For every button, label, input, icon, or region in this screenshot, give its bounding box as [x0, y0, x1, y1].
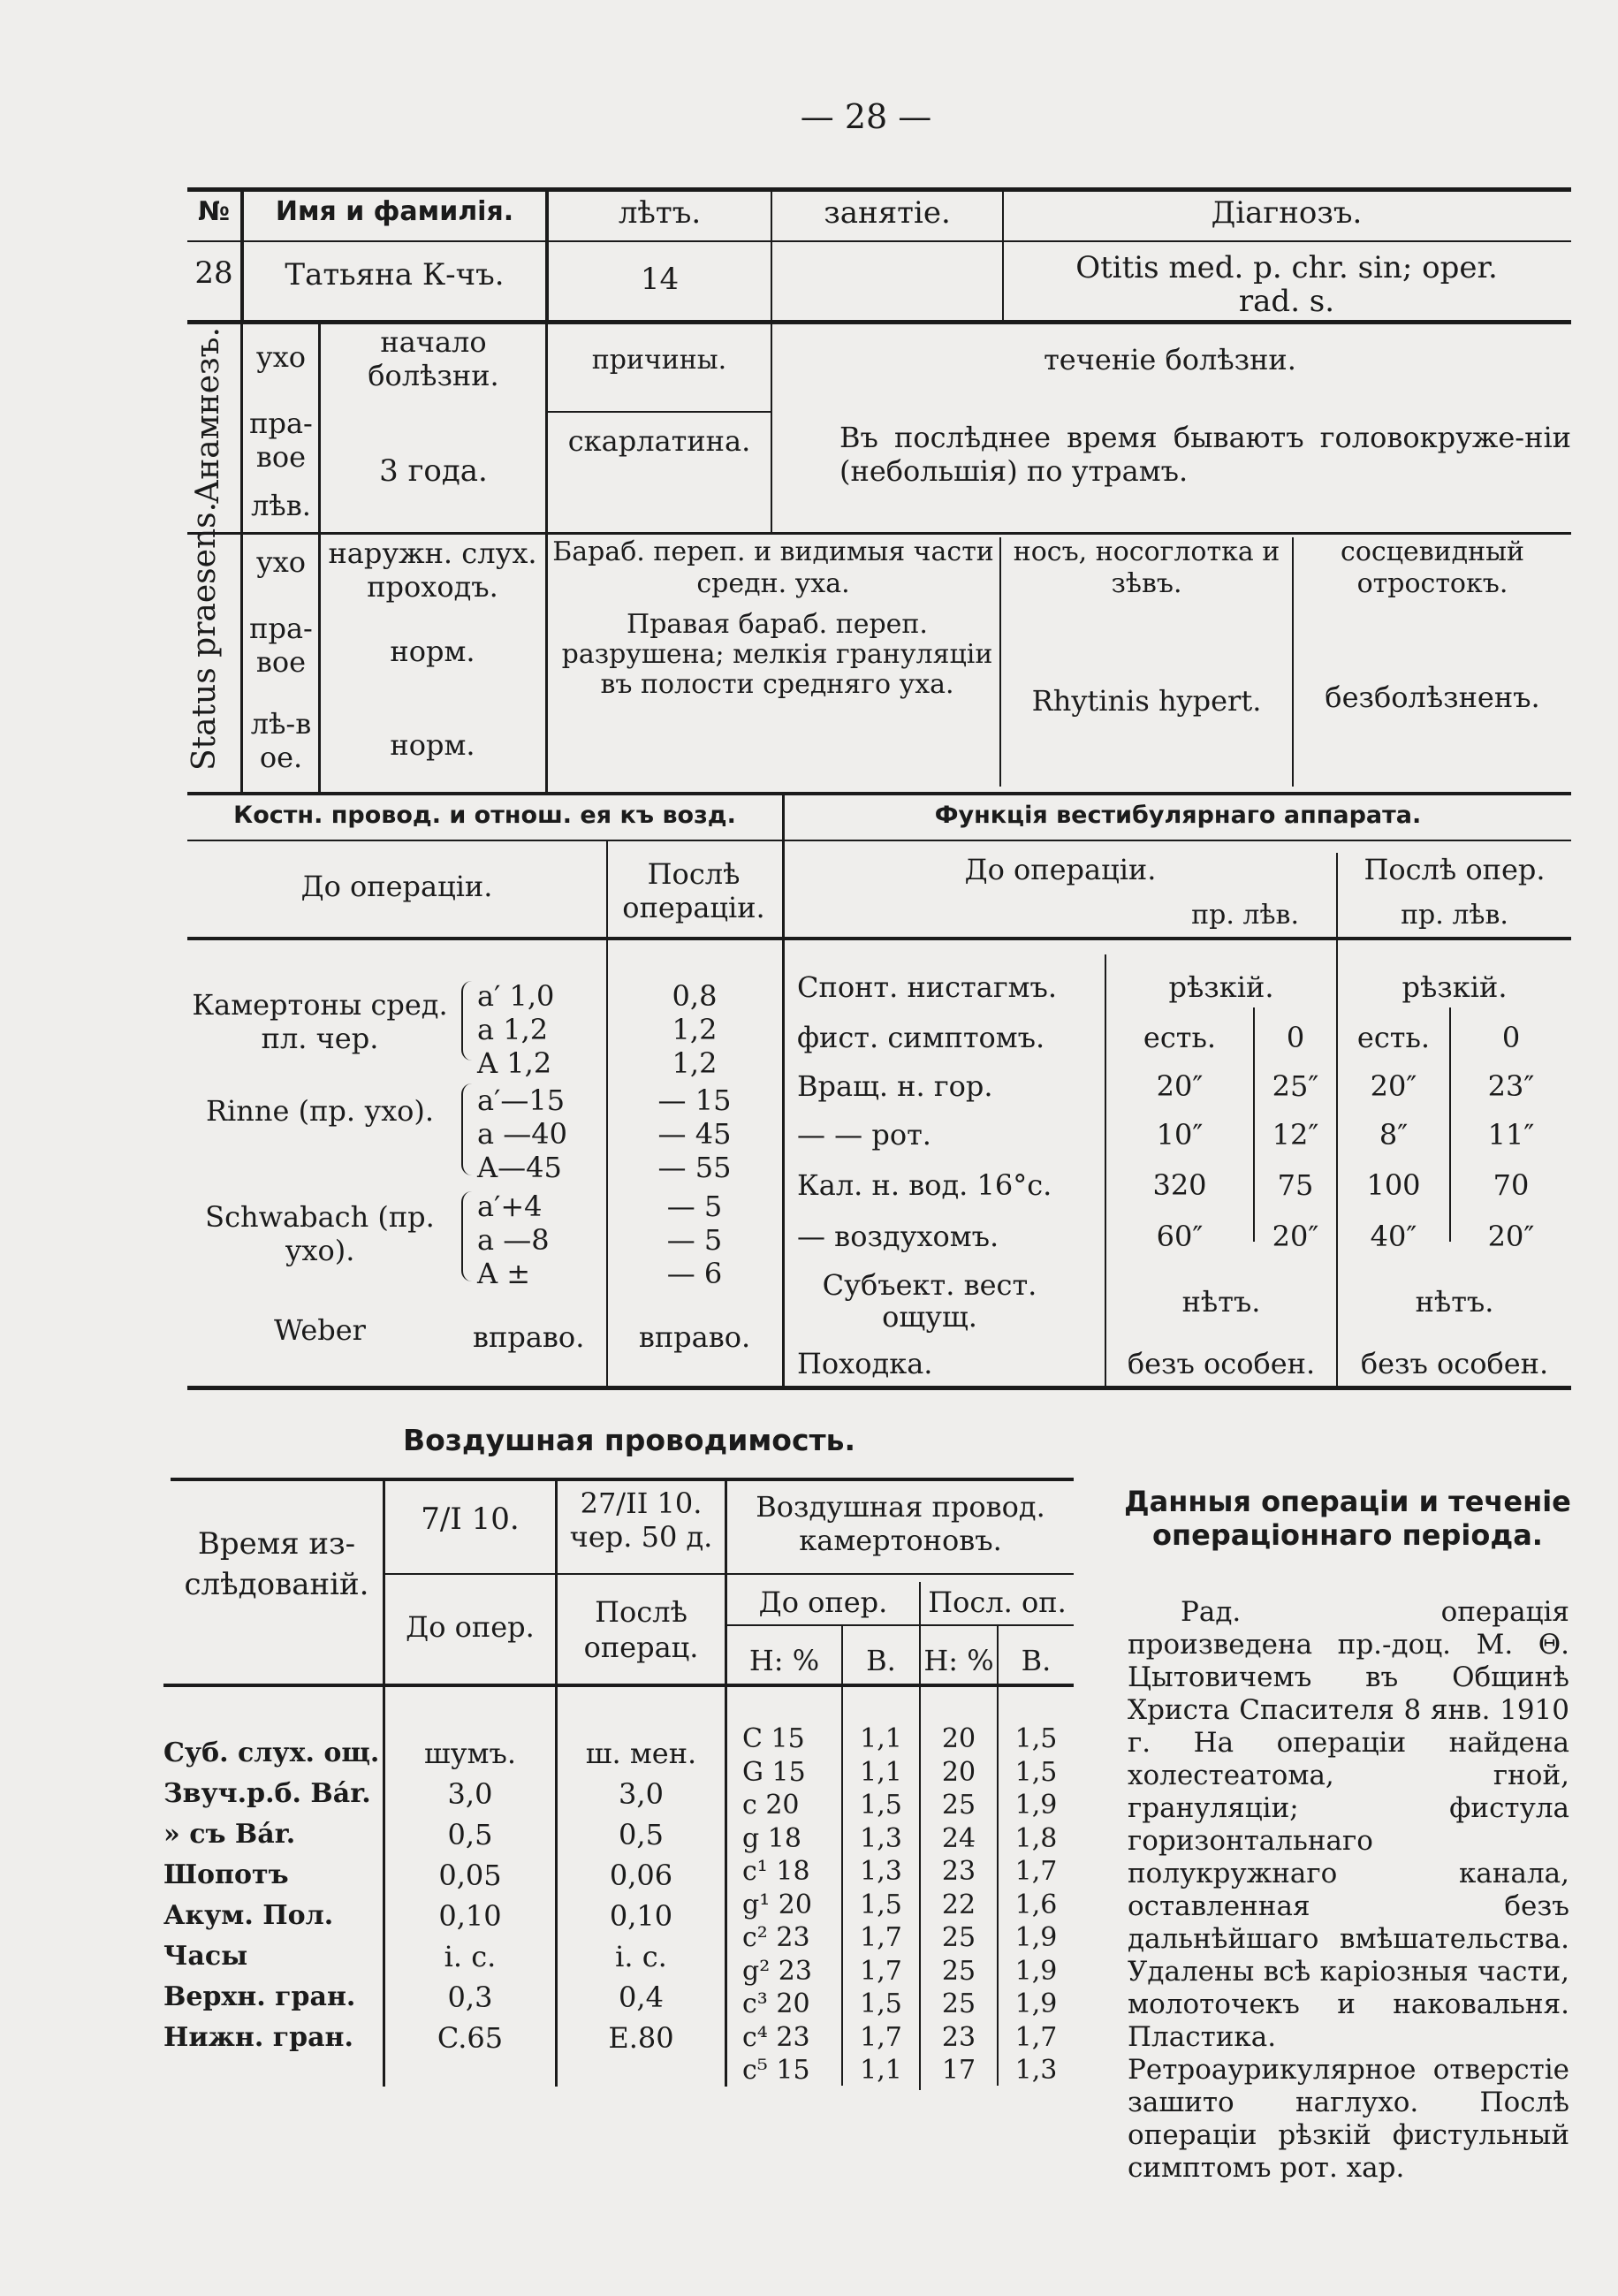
vest-before-right: 320: [1152, 1168, 1207, 1202]
tuning-after-v: 1,9: [1014, 1790, 1058, 1821]
vest-before-value: рѣзкій.: [1168, 970, 1274, 1004]
tuning-tone: g 18: [742, 1822, 801, 1854]
time-header: Время из-слѣдованій.: [184, 1526, 369, 1602]
air-after-value: i. c.: [615, 1940, 667, 1973]
air-after-value: E.80: [608, 2021, 674, 2055]
col-v-before: В.: [866, 1644, 896, 1677]
air-before-value: 0,05: [438, 1859, 502, 1892]
patient-age: 14: [640, 262, 680, 297]
operation-title: Данныя операціи и теченіе операціоннаго періода.: [1124, 1485, 1571, 1552]
tuning-tone: G 15: [742, 1756, 806, 1788]
tuning-tone: c⁴ 23: [742, 2021, 810, 2053]
vest-before-sides: пр. лѣв.: [1191, 900, 1299, 931]
air-row-label: Верхн. гран.: [163, 1981, 356, 2012]
status-label: Status praesens.: [186, 501, 223, 771]
operation-text: Рад. операція произведена пр.-доц. М. Θ. Цытовичемъ въ Общинѣ Христа Спасителя 8 янв. 1910 г. На операціи найдена холестеатома, гной, грануляціи; фистула горизонтальнаго полукружнаго канала, оставленная безъ дальнѣйшаго вмѣшательства. Удалены всѣ каріозныя части, молоточекъ и наковальня. Пластика. Ретроаурикулярное отверстіе зашито наглухо. Послѣ операціи рѣзкій фистульный симптомъ рот. хар.: [1128, 1596, 1569, 2184]
tuning-after-v: 1,3: [1014, 2055, 1058, 2086]
tuning-tone: c 20: [742, 1790, 800, 1821]
vest-before-right: есть.: [1143, 1021, 1217, 1054]
tuning-before-v: 1,3: [860, 1856, 902, 1887]
date2: 27/II 10. чер. 50 д.: [569, 1486, 713, 1554]
tuning-after-h: 23: [941, 2021, 976, 2053]
bone-after-value: — 5: [666, 1190, 723, 1223]
bone-tone: a —8: [477, 1223, 550, 1257]
rinne-label: Rinne (пр. ухо).: [205, 1094, 435, 1128]
vest-row-label: — — рот.: [797, 1118, 931, 1152]
air-after-value: 0,06: [609, 1859, 673, 1892]
tuning-tone: c³ 20: [742, 1988, 810, 2019]
rule: [187, 320, 1571, 324]
vest-after-value: безъ особен.: [1360, 1347, 1549, 1380]
weber-label: Weber: [274, 1313, 366, 1347]
tuning-after-h: 20: [941, 1723, 976, 1754]
vest-before-value: нѣтъ.: [1181, 1285, 1261, 1319]
tuning-after-v: 1,5: [1014, 1756, 1058, 1788]
bone-after-value: — 45: [657, 1117, 732, 1151]
vest-after-right: 8″: [1379, 1118, 1409, 1152]
air-before-value: C.65: [437, 2021, 504, 2055]
air-before-value: i. c.: [444, 1940, 497, 1973]
bone-after-value: — 15: [657, 1083, 732, 1117]
bone-title: Костн. провод. и отнош. ея къ возд.: [233, 802, 736, 829]
vest-before-right: 20″: [1156, 1069, 1204, 1103]
vest-row-label: Вращ. н. гор.: [797, 1069, 993, 1103]
mastoid-header: сосцевидный отростокъ.: [1341, 536, 1524, 599]
tuning-after-v: 1,7: [1014, 1856, 1058, 1887]
causes-value: скарлатина.: [567, 424, 751, 458]
tuning-before: До опер.: [758, 1585, 888, 1619]
vestibular-title: Функція вестибулярнаго аппарата.: [934, 802, 1422, 829]
vest-before-right: 10″: [1156, 1118, 1204, 1152]
col-diagnosis-header: Діагнозъ.: [1211, 195, 1363, 231]
tuning-before-v: 1,5: [860, 1988, 902, 2019]
tuning-after-v: 1,8: [1014, 1822, 1058, 1854]
vest-row-label: Спонт. нистагмъ.: [797, 970, 1057, 1004]
anamnesis-left-label: лѣв.: [251, 489, 311, 522]
bone-tone: A 1,2: [477, 1046, 552, 1080]
air-row-label: Звуч.р.б. Bár.: [163, 1778, 371, 1809]
onset-header: начало болѣзни.: [368, 325, 499, 392]
causes-header: причины.: [591, 345, 727, 376]
vest-before-left: 12″: [1272, 1118, 1319, 1152]
vest-row-label: фист. симптомъ.: [797, 1021, 1045, 1054]
tuning-before-v: 1,1: [860, 2055, 902, 2086]
vest-row-label: Субъект. вест. ощущ.: [822, 1268, 1037, 1334]
vest-after-left: 0: [1501, 1021, 1521, 1054]
anamnesis-right-label: пра-вое: [249, 407, 313, 474]
bone-after-value: 1,2: [672, 1046, 718, 1080]
status-right-label: пра-вое: [249, 612, 313, 679]
tuning-after-h: 25: [941, 1790, 976, 1821]
nose-value: Rhytinis hypert.: [1031, 684, 1262, 718]
tuning-after-h: 25: [941, 1988, 976, 2019]
tuning-before-v: 1,1: [860, 1756, 902, 1788]
bone-tone: A—45: [477, 1151, 562, 1184]
bone-after-value: — 6: [666, 1257, 723, 1290]
air-row-label: » съ Bár.: [163, 1819, 296, 1850]
col-h-before: Н: %: [748, 1644, 820, 1677]
air-after-value: ш. мен.: [585, 1737, 697, 1770]
vest-before-left: 20″: [1272, 1220, 1319, 1253]
tuning-after: Посл. оп.: [928, 1585, 1067, 1619]
tuning-after-v: 1,6: [1014, 1889, 1058, 1920]
tuning-header: Воздушная провод. камертоновъ.: [756, 1490, 1045, 1557]
canal-header: наружн. слух. проходъ.: [328, 536, 537, 604]
air-after-value: 0,5: [619, 1818, 664, 1851]
drum-header: Бараб. переп. и видимыя части средн. уха.: [552, 536, 994, 599]
tuning-before-v: 1,5: [860, 1790, 902, 1821]
air-after-value: 0,4: [619, 1980, 664, 2014]
air-before-value: 0,5: [447, 1818, 493, 1851]
tuning-after-h: 25: [941, 1922, 976, 1953]
air-title: Воздушная проводимость.: [402, 1423, 856, 1457]
tuning-tone: g² 23: [742, 1955, 812, 1987]
air-before-value: 0,10: [438, 1899, 502, 1933]
tuning-tone: c² 23: [742, 1922, 810, 1953]
col-v-after: В.: [1021, 1644, 1052, 1677]
air-row-label: Часы: [163, 1941, 248, 1972]
tuning-label: Камертоны сред. пл. чер.: [192, 988, 448, 1055]
tuning-after-v: 1,9: [1014, 1955, 1058, 1987]
tuning-after-v: 1,9: [1014, 1988, 1058, 2019]
vest-after-left: 20″: [1487, 1220, 1535, 1253]
air-row-label: Суб. слух. ощ.: [163, 1737, 380, 1768]
bone-tone: a′+4: [477, 1190, 543, 1223]
status-left-label: лѣ-вое.: [250, 707, 312, 774]
vest-before-left: 0: [1286, 1021, 1305, 1054]
tuning-tone: c¹ 18: [742, 1856, 810, 1887]
tuning-before-v: 1,1: [860, 1723, 902, 1754]
bone-tone: a′ 1,0: [477, 979, 555, 1013]
tuning-after-h: 20: [941, 1756, 976, 1788]
date1: 7/I 10.: [421, 1502, 520, 1537]
air-after-value: 0,10: [609, 1899, 673, 1933]
bone-after-header: Послѣ операціи.: [622, 857, 765, 924]
bone-before-header: До операціи.: [300, 870, 493, 903]
weber-before: вправо.: [473, 1320, 585, 1354]
tuning-tone: c⁵ 15: [742, 2055, 810, 2086]
vest-after-right: 40″: [1370, 1220, 1417, 1253]
tuning-before-v: 1,7: [860, 1922, 902, 1953]
tuning-after-h: 23: [941, 1856, 976, 1887]
col-number-header: №: [197, 196, 231, 227]
bone-tone: a 1,2: [477, 1013, 549, 1046]
tuning-after-v: 1,9: [1014, 1922, 1058, 1953]
course-header: теченіе болѣзни.: [1044, 343, 1296, 376]
bone-tone: a —40: [477, 1117, 567, 1151]
status-ear-label: ухо: [255, 545, 307, 579]
vest-row-label: Кал. н. вод. 16°с.: [797, 1168, 1052, 1202]
col-age-header: лѣтъ.: [618, 195, 702, 231]
anamnesis-label: Анамнезъ.: [190, 326, 226, 504]
tuning-after-h: 17: [941, 2055, 976, 2086]
canal-left-value: норм.: [390, 728, 475, 762]
tuning-before-v: 1,5: [860, 1889, 902, 1920]
vest-before-header: До операціи.: [964, 853, 1157, 886]
brace: [461, 1083, 472, 1175]
air-after-value: 3,0: [619, 1777, 664, 1811]
mastoid-value: безболѣзненъ.: [1325, 680, 1540, 714]
air-row-label: Акум. Пол.: [163, 1900, 334, 1931]
nose-header: носъ, носоглотка и зѣвъ.: [1013, 536, 1280, 599]
tuning-before-v: 1,3: [860, 1822, 902, 1854]
canal-right-value: норм.: [390, 635, 475, 668]
air-row-label: Шопотъ: [163, 1859, 289, 1890]
tuning-after-h: 24: [941, 1822, 976, 1854]
date1-sub: До опер.: [406, 1610, 535, 1644]
vest-after-value: нѣтъ.: [1415, 1285, 1494, 1319]
anamnesis-ear-label: ухо: [255, 340, 307, 374]
vest-row-label: Походка.: [797, 1347, 933, 1380]
vest-before-right: 60″: [1156, 1220, 1204, 1253]
course-value: Въ послѣднее время бываютъ головокруже-ніи (небольшія) по утрамъ.: [839, 421, 1571, 488]
weber-after: вправо.: [638, 1320, 751, 1354]
brace: [461, 1191, 472, 1281]
bone-after-value: — 5: [666, 1223, 723, 1257]
tuning-after-v: 1,5: [1014, 1723, 1058, 1754]
air-before-value: 0,3: [447, 1980, 493, 2014]
page-number: — 28 —: [800, 97, 932, 136]
air-before-value: 3,0: [447, 1777, 493, 1811]
air-before-value: шумъ.: [424, 1737, 516, 1770]
vest-before-left: 75: [1277, 1168, 1314, 1202]
vest-after-right: есть.: [1356, 1021, 1431, 1054]
bone-after-value: 0,8: [672, 979, 718, 1013]
rule: [187, 240, 1571, 242]
vest-after-left: 70: [1493, 1168, 1530, 1202]
vest-after-right: 20″: [1370, 1069, 1417, 1103]
tuning-before-v: 1,7: [860, 1955, 902, 1987]
tuning-tone: C 15: [742, 1723, 805, 1754]
patient-diagnosis: Otitis med. p. chr. sin; oper. rad. s.: [1075, 250, 1498, 319]
onset-left-value: 3 года.: [379, 453, 488, 489]
col-name-header: Имя и фамилія.: [275, 196, 514, 227]
bone-tone: a′—15: [477, 1083, 566, 1117]
date2-sub: Послѣ операц.: [583, 1595, 699, 1664]
tuning-after-h: 22: [941, 1889, 976, 1920]
tuning-before-v: 1,7: [860, 2021, 902, 2053]
vest-after-sides: пр. лѣв.: [1401, 900, 1508, 931]
vest-row-label: — воздухомъ.: [797, 1220, 999, 1253]
col-h-after: Н: %: [923, 1644, 994, 1677]
patient-number: 28: [194, 255, 233, 291]
brace: [461, 981, 472, 1061]
vest-after-header: Послѣ опер.: [1364, 853, 1546, 886]
rule: [187, 187, 1571, 192]
vest-before-left: 25″: [1272, 1069, 1319, 1103]
col-occupation-header: занятіе.: [824, 195, 951, 231]
tuning-after-v: 1,7: [1014, 2021, 1058, 2053]
vest-before-value: безъ особен.: [1127, 1347, 1316, 1380]
tuning-tone: g¹ 20: [742, 1889, 812, 1920]
drum-value: Правая бараб. переп. разрушена; мелкія грануляціи въ полости средняго уха.: [561, 609, 993, 700]
vest-after-left: 11″: [1487, 1118, 1535, 1152]
vest-after-right: 100: [1366, 1168, 1421, 1202]
vest-after-left: 23″: [1487, 1069, 1535, 1103]
bone-tone: A ±: [477, 1257, 531, 1290]
tuning-after-h: 25: [941, 1955, 976, 1987]
patient-name: Татьяна К-чъ.: [285, 257, 505, 293]
vest-after-value: рѣзкій.: [1402, 970, 1508, 1004]
schwabach-label: Schwabach (пр. ухо).: [205, 1200, 435, 1267]
bone-after-value: — 55: [657, 1151, 732, 1184]
bone-after-value: 1,2: [672, 1013, 718, 1046]
air-row-label: Нижн. гран.: [163, 2022, 353, 2053]
